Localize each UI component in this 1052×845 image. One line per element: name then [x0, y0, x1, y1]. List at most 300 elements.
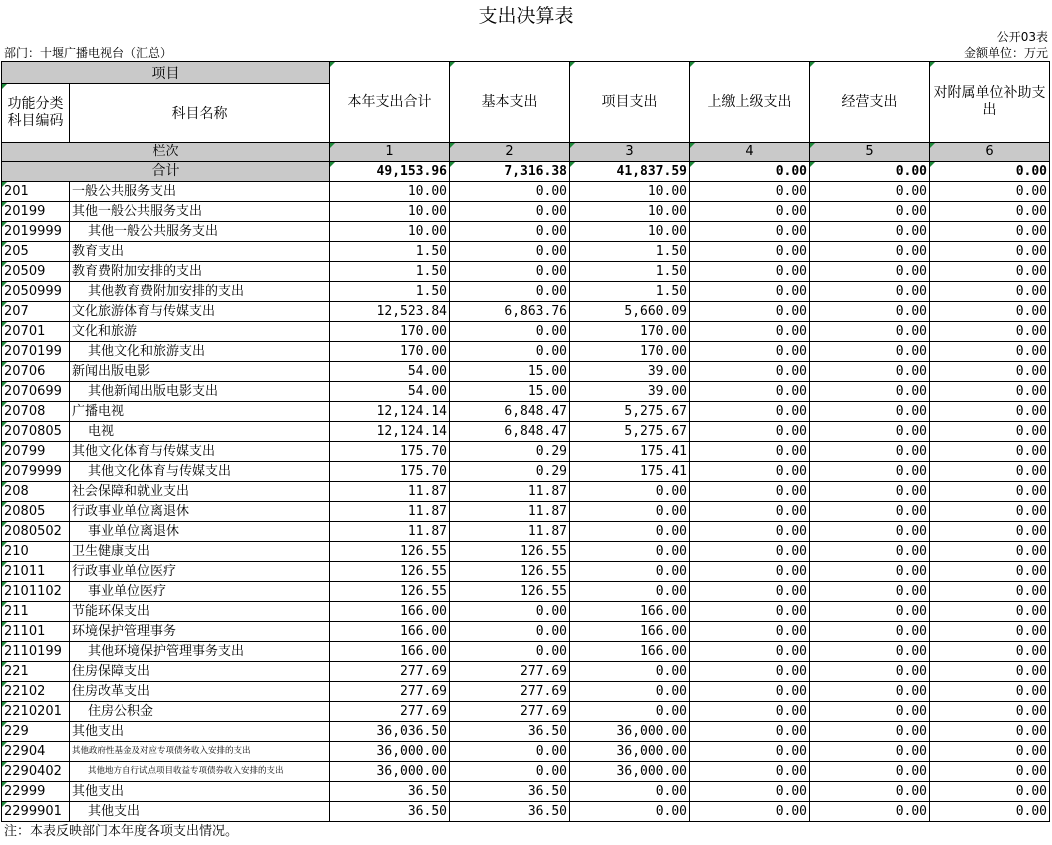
amount-cell[interactable]: 36,036.50 [330, 722, 450, 742]
amount-cell[interactable]: 126.55 [450, 582, 570, 602]
amount-cell[interactable]: 1.50 [330, 262, 450, 282]
amount-cell[interactable]: 36.50 [450, 782, 570, 802]
amount-cell[interactable]: 0.00 [930, 562, 1050, 582]
amount-cell[interactable]: 0.00 [810, 462, 930, 482]
amount-cell[interactable]: 0.00 [930, 302, 1050, 322]
amount-cell[interactable]: 0.00 [450, 742, 570, 762]
amount-cell[interactable]: 126.55 [450, 542, 570, 562]
amount-cell[interactable]: 54.00 [330, 362, 450, 382]
function-code-cell[interactable]: 2070199 [2, 342, 70, 362]
amount-cell[interactable]: 0.00 [690, 522, 810, 542]
amount-cell[interactable]: 36,000.00 [570, 722, 690, 742]
amount-cell[interactable]: 0.00 [690, 682, 810, 702]
column-index-1: 1 [330, 143, 450, 162]
amount-cell[interactable]: 277.69 [450, 682, 570, 702]
table-row [2, 682, 1050, 702]
subject-name-cell[interactable]: 事业单位离退休 [70, 522, 330, 542]
amount-cell[interactable]: 0.00 [810, 622, 930, 642]
table-row [2, 422, 1050, 442]
table-row [2, 182, 1050, 202]
amount-cell[interactable]: 0.00 [930, 182, 1050, 202]
amount-cell[interactable]: 126.55 [330, 562, 450, 582]
amount-cell[interactable]: 11.87 [450, 522, 570, 542]
amount-cell[interactable]: 36,000.00 [570, 742, 690, 762]
function-code-cell[interactable]: 20805 [2, 502, 70, 522]
amount-cell[interactable]: 0.00 [690, 662, 810, 682]
amount-cell[interactable]: 126.55 [330, 582, 450, 602]
amount-cell[interactable]: 0.00 [690, 382, 810, 402]
function-code-cell[interactable]: 22102 [2, 682, 70, 702]
subject-name-cell[interactable]: 其他文化体育与传媒支出 [70, 442, 330, 462]
function-code-cell[interactable]: 229 [2, 722, 70, 742]
table-row [2, 722, 1050, 742]
amount-cell[interactable]: 10.00 [330, 202, 450, 222]
amount-cell[interactable]: 0.00 [810, 482, 930, 502]
amount-cell[interactable]: 12,124.14 [330, 422, 450, 442]
total-value[interactable]: 0.00 [930, 162, 1050, 182]
table-row [2, 482, 1050, 502]
footnote: 注：本表反映部门本年度各项支出情况。 [4, 824, 239, 839]
amount-cell[interactable]: 0.00 [930, 662, 1050, 682]
subject-name-cell[interactable]: 广播电视 [70, 402, 330, 422]
function-code-cell[interactable]: 2019999 [2, 222, 70, 242]
amount-cell[interactable]: 5,275.67 [570, 402, 690, 422]
amount-unit-label: 金额单位：万元 [963, 46, 1048, 60]
amount-cell[interactable]: 0.00 [810, 502, 930, 522]
amount-cell[interactable]: 0.00 [450, 182, 570, 202]
subject-name-cell[interactable]: 卫生健康支出 [70, 542, 330, 562]
amount-cell[interactable]: 0.00 [570, 522, 690, 542]
function-code-cell[interactable]: 221 [2, 662, 70, 682]
function-code-cell[interactable]: 2070699 [2, 382, 70, 402]
amount-cell[interactable]: 0.00 [690, 402, 810, 422]
subject-name-cell[interactable]: 其他支出 [70, 722, 330, 742]
function-code-cell[interactable]: 207 [2, 302, 70, 322]
table-row [2, 762, 1050, 782]
amount-cell[interactable]: 277.69 [330, 662, 450, 682]
amount-cell[interactable]: 0.00 [930, 722, 1050, 742]
header-col-2: 基本支出 [450, 62, 570, 143]
subject-name-cell[interactable]: 住房保障支出 [70, 662, 330, 682]
subject-name-cell[interactable]: 一般公共服务支出 [70, 182, 330, 202]
amount-cell[interactable]: 0.00 [930, 462, 1050, 482]
amount-cell[interactable]: 0.00 [690, 302, 810, 322]
amount-cell[interactable]: 0.00 [810, 542, 930, 562]
subject-name-cell[interactable]: 文化旅游体育与传媒支出 [70, 302, 330, 322]
amount-cell[interactable]: 0.00 [450, 282, 570, 302]
amount-cell[interactable]: 0.00 [450, 322, 570, 342]
amount-cell[interactable]: 0.00 [930, 602, 1050, 622]
amount-cell[interactable]: 166.00 [570, 642, 690, 662]
subject-name-cell[interactable]: 其他支出 [70, 782, 330, 802]
amount-cell[interactable]: 1.50 [570, 242, 690, 262]
amount-cell[interactable]: 12,523.84 [330, 302, 450, 322]
page-title: 支出决算表 [478, 5, 574, 27]
amount-cell[interactable]: 0.00 [930, 242, 1050, 262]
subject-name-cell[interactable]: 其他文化体育与传媒支出 [70, 462, 330, 482]
amount-cell[interactable]: 0.00 [930, 402, 1050, 422]
function-code-cell[interactable]: 205 [2, 242, 70, 262]
amount-cell[interactable]: 0.00 [450, 762, 570, 782]
amount-cell[interactable]: 0.00 [930, 782, 1050, 802]
amount-cell[interactable]: 0.00 [690, 282, 810, 302]
total-value[interactable]: 7,316.38 [450, 162, 570, 182]
function-code-cell[interactable]: 21101 [2, 622, 70, 642]
amount-cell[interactable]: 39.00 [570, 362, 690, 382]
table-row [2, 782, 1050, 802]
amount-cell[interactable]: 0.00 [690, 182, 810, 202]
amount-cell[interactable]: 0.00 [930, 702, 1050, 722]
amount-cell[interactable]: 10.00 [330, 222, 450, 242]
function-code-cell[interactable]: 21011 [2, 562, 70, 582]
amount-cell[interactable]: 0.00 [690, 542, 810, 562]
subject-name-cell[interactable]: 其他文化和旅游支出 [70, 342, 330, 362]
amount-cell[interactable]: 175.41 [570, 442, 690, 462]
amount-cell[interactable]: 166.00 [330, 622, 450, 642]
amount-cell[interactable]: 0.00 [690, 322, 810, 342]
function-code-cell[interactable]: 20799 [2, 442, 70, 462]
amount-cell[interactable]: 277.69 [450, 662, 570, 682]
amount-cell[interactable]: 12,124.14 [330, 402, 450, 422]
amount-cell[interactable]: 36.50 [450, 802, 570, 822]
amount-cell[interactable]: 0.29 [450, 462, 570, 482]
function-code-cell[interactable]: 2050999 [2, 282, 70, 302]
column-index-5: 5 [810, 143, 930, 162]
amount-cell[interactable]: 0.00 [930, 322, 1050, 342]
amount-cell[interactable]: 175.41 [570, 462, 690, 482]
amount-cell[interactable]: 0.00 [570, 542, 690, 562]
subject-name-cell[interactable]: 事业单位医疗 [70, 582, 330, 602]
amount-cell[interactable]: 166.00 [570, 602, 690, 622]
amount-cell[interactable]: 1.50 [570, 282, 690, 302]
amount-cell[interactable]: 0.00 [930, 342, 1050, 362]
table-row [2, 302, 1050, 322]
function-code-cell[interactable]: 2079999 [2, 462, 70, 482]
function-code-cell[interactable]: 208 [2, 482, 70, 502]
subject-name-cell[interactable]: 行政事业单位离退休 [70, 502, 330, 522]
amount-cell[interactable]: 166.00 [570, 622, 690, 642]
amount-cell[interactable]: 10.00 [570, 222, 690, 242]
function-code-cell[interactable]: 20706 [2, 362, 70, 382]
table-row [2, 322, 1050, 342]
amount-cell[interactable]: 170.00 [330, 322, 450, 342]
amount-cell[interactable]: 277.69 [450, 702, 570, 722]
amount-cell[interactable]: 0.00 [690, 602, 810, 622]
function-code-cell[interactable]: 20708 [2, 402, 70, 422]
amount-cell[interactable]: 126.55 [450, 562, 570, 582]
amount-cell[interactable]: 0.00 [810, 642, 930, 662]
amount-cell[interactable]: 0.00 [450, 242, 570, 262]
function-code-cell[interactable]: 2101102 [2, 582, 70, 602]
amount-cell[interactable]: 0.00 [810, 262, 930, 282]
amount-cell[interactable]: 0.00 [930, 542, 1050, 562]
amount-cell[interactable]: 1.50 [330, 282, 450, 302]
amount-cell[interactable]: 170.00 [570, 342, 690, 362]
amount-cell[interactable]: 0.00 [690, 802, 810, 822]
table-row [2, 602, 1050, 622]
amount-cell[interactable]: 0.00 [810, 762, 930, 782]
subject-name-cell[interactable]: 其他政府性基金及对应专项债务收入安排的支出 [70, 742, 330, 762]
amount-cell[interactable]: 11.87 [450, 502, 570, 522]
amount-cell[interactable]: 0.00 [690, 362, 810, 382]
amount-cell[interactable]: 0.00 [690, 222, 810, 242]
amount-cell[interactable]: 0.00 [930, 262, 1050, 282]
amount-cell[interactable]: 10.00 [570, 202, 690, 222]
subject-name-cell[interactable]: 节能环保支出 [70, 602, 330, 622]
function-code-cell[interactable]: 20199 [2, 202, 70, 222]
table-row [2, 382, 1050, 402]
amount-cell[interactable]: 0.00 [930, 282, 1050, 302]
amount-cell[interactable]: 6,848.47 [450, 422, 570, 442]
amount-cell[interactable]: 0.00 [690, 242, 810, 262]
amount-cell[interactable]: 0.00 [690, 742, 810, 762]
total-value[interactable]: 0.00 [810, 162, 930, 182]
amount-cell[interactable]: 0.00 [930, 382, 1050, 402]
subject-name-cell[interactable]: 其他支出 [70, 802, 330, 822]
function-code-cell[interactable]: 20701 [2, 322, 70, 342]
total-value[interactable]: 0.00 [690, 162, 810, 182]
header-col-3: 项目支出 [570, 62, 690, 143]
table-row [2, 742, 1050, 762]
amount-cell[interactable]: 0.00 [930, 522, 1050, 542]
amount-cell[interactable]: 0.00 [570, 802, 690, 822]
amount-cell[interactable]: 36.50 [330, 802, 450, 822]
amount-cell[interactable]: 0.00 [690, 702, 810, 722]
subject-name-cell[interactable]: 环境保护管理事务 [70, 622, 330, 642]
amount-cell[interactable]: 0.00 [810, 242, 930, 262]
form-number: 公开03表 [996, 30, 1048, 44]
amount-cell[interactable]: 6,848.47 [450, 402, 570, 422]
amount-cell[interactable]: 0.00 [450, 262, 570, 282]
amount-cell[interactable]: 0.00 [570, 702, 690, 722]
amount-cell[interactable]: 0.00 [690, 782, 810, 802]
total-value[interactable]: 49,153.96 [330, 162, 450, 182]
amount-cell[interactable]: 0.00 [810, 282, 930, 302]
amount-cell[interactable]: 11.87 [330, 502, 450, 522]
amount-cell[interactable]: 36,000.00 [330, 742, 450, 762]
amount-cell[interactable]: 11.87 [330, 522, 450, 542]
header-func-code: 功能分类科目编码 [2, 84, 70, 143]
amount-cell[interactable]: 11.87 [330, 482, 450, 502]
amount-cell[interactable]: 0.00 [930, 682, 1050, 702]
subject-name-cell[interactable]: 新闻出版电影 [70, 362, 330, 382]
amount-cell[interactable]: 0.00 [930, 222, 1050, 242]
amount-cell[interactable]: 0.00 [450, 342, 570, 362]
amount-cell[interactable]: 175.70 [330, 442, 450, 462]
amount-cell[interactable]: 0.00 [810, 362, 930, 382]
amount-cell[interactable]: 36,000.00 [570, 762, 690, 782]
total-value[interactable]: 41,837.59 [570, 162, 690, 182]
function-code-cell[interactable]: 210 [2, 542, 70, 562]
amount-cell[interactable]: 36,000.00 [330, 762, 450, 782]
column-index-3: 3 [570, 143, 690, 162]
subject-name-cell[interactable]: 其他新闻出版电影支出 [70, 382, 330, 402]
table-row [2, 282, 1050, 302]
amount-cell[interactable]: 0.29 [450, 442, 570, 462]
amount-cell[interactable]: 0.00 [810, 582, 930, 602]
amount-cell[interactable]: 0.00 [810, 682, 930, 702]
subject-name-cell[interactable]: 社会保障和就业支出 [70, 482, 330, 502]
table-row [2, 502, 1050, 522]
amount-cell[interactable]: 0.00 [690, 642, 810, 662]
amount-cell[interactable]: 0.00 [690, 722, 810, 742]
amount-cell[interactable]: 36.50 [330, 782, 450, 802]
amount-cell[interactable]: 0.00 [450, 642, 570, 662]
amount-cell[interactable]: 1.50 [570, 262, 690, 282]
subject-name-cell[interactable]: 电视 [70, 422, 330, 442]
amount-cell[interactable]: 0.00 [930, 202, 1050, 222]
amount-cell[interactable]: 0.00 [810, 402, 930, 422]
amount-cell[interactable]: 0.00 [810, 422, 930, 442]
amount-cell[interactable]: 0.00 [930, 802, 1050, 822]
table-row [2, 202, 1050, 222]
amount-cell[interactable]: 0.00 [570, 482, 690, 502]
amount-cell[interactable]: 0.00 [570, 562, 690, 582]
amount-cell[interactable]: 10.00 [330, 182, 450, 202]
amount-cell[interactable]: 0.00 [690, 762, 810, 782]
amount-cell[interactable]: 0.00 [570, 502, 690, 522]
amount-cell[interactable]: 0.00 [690, 502, 810, 522]
amount-cell[interactable]: 0.00 [930, 642, 1050, 662]
function-code-cell[interactable]: 2290402 [2, 762, 70, 782]
subject-name-cell[interactable]: 住房公积金 [70, 702, 330, 722]
amount-cell[interactable]: 0.00 [690, 262, 810, 282]
amount-cell[interactable]: 175.70 [330, 462, 450, 482]
amount-cell[interactable]: 0.00 [570, 782, 690, 802]
amount-cell[interactable]: 0.00 [450, 622, 570, 642]
amount-cell[interactable]: 0.00 [810, 742, 930, 762]
amount-cell[interactable]: 0.00 [810, 182, 930, 202]
amount-cell[interactable]: 0.00 [930, 582, 1050, 602]
function-code-cell[interactable]: 22904 [2, 742, 70, 762]
amount-cell[interactable]: 54.00 [330, 382, 450, 402]
subject-name-cell[interactable]: 教育支出 [70, 242, 330, 262]
table-row [2, 222, 1050, 242]
amount-cell[interactable]: 0.00 [690, 562, 810, 582]
amount-cell[interactable]: 11.87 [450, 482, 570, 502]
amount-cell[interactable]: 0.00 [690, 622, 810, 642]
subject-name-cell[interactable]: 其他一般公共服务支出 [70, 202, 330, 222]
amount-cell[interactable]: 0.00 [570, 582, 690, 602]
amount-cell[interactable]: 0.00 [810, 382, 930, 402]
amount-cell[interactable]: 0.00 [930, 502, 1050, 522]
amount-cell[interactable]: 0.00 [930, 422, 1050, 442]
subject-name-cell[interactable]: 住房改革支出 [70, 682, 330, 702]
amount-cell[interactable]: 166.00 [330, 602, 450, 622]
table-row [2, 642, 1050, 662]
subject-name-cell[interactable]: 其他一般公共服务支出 [70, 222, 330, 242]
function-code-cell[interactable]: 2110199 [2, 642, 70, 662]
column-index-label: 栏次 [2, 143, 330, 162]
amount-cell[interactable]: 0.00 [810, 302, 930, 322]
amount-cell[interactable]: 0.00 [810, 702, 930, 722]
amount-cell[interactable]: 0.00 [810, 802, 930, 822]
amount-cell[interactable]: 0.00 [810, 722, 930, 742]
header-col-6: 对附属单位补助支出 [930, 62, 1050, 143]
subject-name-cell[interactable]: 文化和旅游 [70, 322, 330, 342]
table-row [2, 242, 1050, 262]
amount-cell[interactable]: 0.00 [930, 482, 1050, 502]
amount-cell[interactable]: 0.00 [810, 602, 930, 622]
amount-cell[interactable]: 277.69 [330, 702, 450, 722]
amount-cell[interactable]: 0.00 [690, 462, 810, 482]
table-row [2, 662, 1050, 682]
subject-name-cell[interactable]: 行政事业单位医疗 [70, 562, 330, 582]
amount-cell[interactable]: 0.00 [810, 782, 930, 802]
amount-cell[interactable]: 0.00 [450, 202, 570, 222]
amount-cell[interactable]: 0.00 [690, 202, 810, 222]
function-code-cell[interactable]: 2080502 [2, 522, 70, 542]
amount-cell[interactable]: 0.00 [810, 342, 930, 362]
amount-cell[interactable]: 0.00 [810, 522, 930, 542]
amount-cell[interactable]: 0.00 [810, 442, 930, 462]
table-row [2, 442, 1050, 462]
department-label: 部门：十堰广播电视台（汇总） [4, 46, 173, 60]
amount-cell[interactable]: 0.00 [930, 362, 1050, 382]
table-row [2, 462, 1050, 482]
amount-cell[interactable]: 170.00 [330, 342, 450, 362]
amount-cell[interactable]: 0.00 [810, 322, 930, 342]
amount-cell[interactable]: 39.00 [570, 382, 690, 402]
subject-name-cell[interactable]: 教育费附加安排的支出 [70, 262, 330, 282]
amount-cell[interactable]: 166.00 [330, 642, 450, 662]
amount-cell[interactable]: 0.00 [570, 682, 690, 702]
amount-cell[interactable]: 0.00 [690, 442, 810, 462]
amount-cell[interactable]: 0.00 [810, 662, 930, 682]
amount-cell[interactable]: 0.00 [930, 442, 1050, 462]
subject-name-cell[interactable]: 其他环境保护管理事务支出 [70, 642, 330, 662]
function-code-cell[interactable]: 2070805 [2, 422, 70, 442]
amount-cell[interactable]: 0.00 [690, 422, 810, 442]
function-code-cell[interactable]: 201 [2, 182, 70, 202]
amount-cell[interactable]: 6,863.76 [450, 302, 570, 322]
amount-cell[interactable]: 15.00 [450, 362, 570, 382]
amount-cell[interactable]: 0.00 [930, 622, 1050, 642]
subject-name-cell[interactable]: 其他教育费附加安排的支出 [70, 282, 330, 302]
amount-cell[interactable]: 36.50 [450, 722, 570, 742]
amount-cell[interactable]: 1.50 [330, 242, 450, 262]
amount-cell[interactable]: 0.00 [690, 342, 810, 362]
amount-cell[interactable]: 0.00 [810, 562, 930, 582]
amount-cell[interactable]: 0.00 [570, 662, 690, 682]
amount-cell[interactable]: 126.55 [330, 542, 450, 562]
amount-cell[interactable]: 277.69 [330, 682, 450, 702]
amount-cell[interactable]: 5,275.67 [570, 422, 690, 442]
amount-cell[interactable]: 0.00 [690, 482, 810, 502]
amount-cell[interactable]: 170.00 [570, 322, 690, 342]
function-code-cell[interactable]: 20509 [2, 262, 70, 282]
header-subject-name: 科目名称 [70, 84, 330, 143]
amount-cell[interactable]: 10.00 [570, 182, 690, 202]
function-code-cell[interactable]: 22999 [2, 782, 70, 802]
amount-cell[interactable]: 0.00 [690, 582, 810, 602]
amount-cell[interactable]: 0.00 [930, 742, 1050, 762]
subject-name-cell[interactable]: 其他地方自行试点项目收益专项债券收入安排的支出 [70, 762, 330, 782]
header-col-1: 本年支出合计 [330, 62, 450, 143]
amount-cell[interactable]: 5,660.09 [570, 302, 690, 322]
function-code-cell[interactable]: 2299901 [2, 802, 70, 822]
amount-cell[interactable]: 0.00 [450, 602, 570, 622]
amount-cell[interactable]: 0.00 [810, 222, 930, 242]
amount-cell[interactable]: 15.00 [450, 382, 570, 402]
header-item: 项目 [2, 62, 330, 84]
table-row [2, 402, 1050, 422]
amount-cell[interactable]: 0.00 [810, 202, 930, 222]
function-code-cell[interactable]: 2210201 [2, 702, 70, 722]
amount-cell[interactable]: 0.00 [930, 762, 1050, 782]
function-code-cell[interactable]: 211 [2, 602, 70, 622]
amount-cell[interactable]: 0.00 [450, 222, 570, 242]
